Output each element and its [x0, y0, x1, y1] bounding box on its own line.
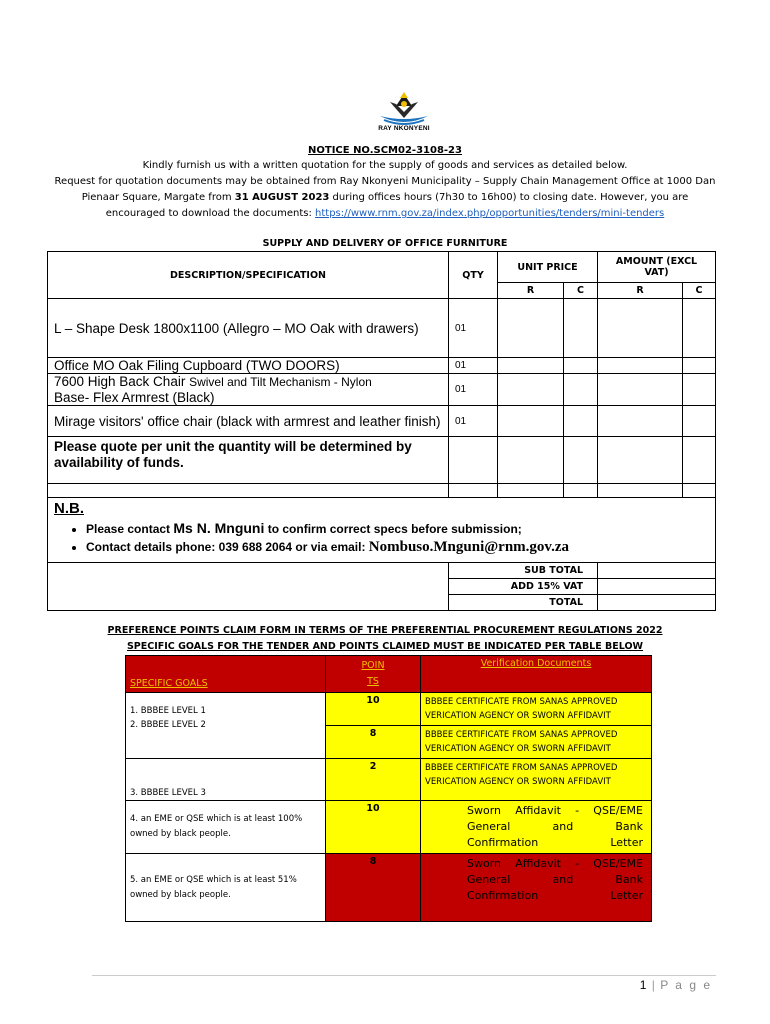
verification-doc: BBBEE CERTIFICATE FROM SANAS APPROVED VERICATION AGENCY OR SWORN AFFIDAVIT	[421, 759, 652, 801]
page-footer	[640, 978, 712, 992]
price-cell[interactable]	[564, 299, 598, 358]
points-value: 8	[326, 854, 421, 922]
preference-table	[125, 655, 652, 922]
header-unit-r: R	[498, 283, 564, 299]
vat-value[interactable]	[598, 579, 716, 595]
header-specific-goals: SPECIFIC GOALS	[126, 656, 326, 693]
price-cell[interactable]	[683, 299, 716, 358]
item-description: Office MO Oak Filing Cupboard (TWO DOORS)	[48, 358, 449, 374]
table-row	[48, 358, 716, 374]
total-label: TOTAL	[449, 595, 598, 611]
footer-divider	[92, 975, 716, 976]
subtotal-label: SUB TOTAL	[449, 563, 598, 579]
price-cell[interactable]	[564, 358, 598, 374]
goal-eme-qse-51: 5. an EME or QSE which is at least 51% owned by black people.	[126, 854, 326, 922]
price-cell[interactable]	[683, 406, 716, 437]
price-cell[interactable]	[498, 358, 564, 374]
tenders-link[interactable]: https://www.rnm.gov.za/index.php/opportunities/tenders/mini-tenders	[315, 208, 665, 219]
points-value: 10	[326, 693, 421, 726]
vat-label: ADD 15% VAT	[449, 579, 598, 595]
price-cell[interactable]	[598, 406, 683, 437]
item-description: L – Shape Desk 1800x1100 (Allegro – MO Oak with drawers)	[48, 299, 449, 358]
price-cell[interactable]	[598, 299, 683, 358]
table-row	[126, 801, 652, 854]
header-verification: Verification Documents	[421, 656, 652, 693]
header-description: DESCRIPTION/SPECIFICATION	[48, 252, 449, 299]
nb-contact-line: • Please contact Ms N. Mnguni to confirm correct specs before submission;	[86, 520, 709, 536]
header-amount: AMOUNT (EXCL VAT)	[598, 252, 716, 283]
header-unit-price: UNIT PRICE	[498, 252, 598, 283]
nb-section	[48, 498, 716, 563]
table-row	[126, 854, 652, 922]
intro-line-3: Pienaar Square, Margate from 31 AUGUST 2023 during offices hours (7h30 to 16h00) to closing date. However, you are	[81, 192, 689, 203]
verification-doc: BBBEE CERTIFICATE FROM SANAS APPROVED VERICATION AGENCY OR SWORN AFFIDAVIT	[421, 693, 652, 726]
section-title: SUPPLY AND DELIVERY OF OFFICE FURNITURE	[262, 238, 508, 249]
item-qty: 01	[449, 358, 498, 374]
table-row	[48, 406, 716, 437]
table-row	[48, 437, 716, 484]
item-qty: 01	[449, 406, 498, 437]
header-points: POIN TS	[326, 656, 421, 693]
verification-doc: BBBEE CERTIFICATE FROM SANAS APPROVED VERICATION AGENCY OR SWORN AFFIDAVIT	[421, 726, 652, 759]
price-cell[interactable]	[498, 406, 564, 437]
closing-date: 31 AUGUST 2023	[234, 192, 330, 203]
footer-separator: |	[651, 978, 656, 992]
header-qty: QTY	[449, 252, 498, 299]
price-cell[interactable]	[598, 374, 683, 406]
intro-line-2: Request for quotation documents may be obtained from Ray Nkonyeni Municipality – Supply Chain Management Office at 1000 Dan	[54, 176, 716, 187]
preference-title: PREFERENCE POINTS CLAIM FORM IN TERMS OF THE PREFERENTIAL PROCUREMENT REGULATIONS 2022	[107, 625, 663, 636]
quantity-note: Please quote per unit the quantity will be determined by availability of funds.	[48, 437, 449, 484]
logo-text: RAY NKONYENI	[378, 125, 430, 132]
nb-details-line: • Contact details phone: 039 688 2064 or via email: Nombuso.Mnguni@rnm.gov.za	[86, 539, 709, 556]
goal-bbbee-1-2: 1. BBBEE LEVEL 1 2. BBBEE LEVEL 2	[126, 693, 326, 759]
table-row	[126, 759, 652, 801]
header-unit-c: C	[564, 283, 598, 299]
item-description: 7600 High Back Chair Swivel and Tilt Mechanism - Nylon Base- Flex Armrest (Black)	[48, 374, 449, 406]
subtotal-value[interactable]	[598, 563, 716, 579]
price-cell[interactable]	[683, 358, 716, 374]
preference-subtitle: SPECIFIC GOALS FOR THE TENDER AND POINTS CLAIMED MUST BE INDICATED PER TABLE BELOW	[126, 641, 644, 652]
points-value: 2	[326, 759, 421, 801]
page-number: 1	[639, 978, 648, 992]
goal-bbbee-3: 3. BBBEE LEVEL 3	[126, 759, 326, 801]
price-cell[interactable]	[683, 374, 716, 406]
item-qty: 01	[449, 299, 498, 358]
price-cell[interactable]	[498, 299, 564, 358]
points-value: 8	[326, 726, 421, 759]
price-cell[interactable]	[598, 358, 683, 374]
price-cell[interactable]	[564, 374, 598, 406]
quotation-table	[47, 251, 716, 611]
intro-line-4: encouraged to download the documents: https://www.rnm.gov.za/index.php/opportunities/tenders/mini-tenders	[105, 208, 665, 219]
notice-number: NOTICE NO.SCM02-3108-23	[308, 145, 462, 156]
verification-doc: Sworn Affidavit - QSE/EME General and Bank Confirmation Letter	[421, 801, 652, 854]
total-value[interactable]	[598, 595, 716, 611]
table-row	[126, 693, 652, 726]
table-row	[48, 374, 716, 406]
header-amount-c: C	[683, 283, 716, 299]
price-cell[interactable]	[498, 374, 564, 406]
nb-title: N.B.	[54, 500, 84, 517]
page-word: P a g e	[660, 978, 712, 992]
intro-line-1: Kindly furnish us with a written quotation for the supply of goods and services as detailed below.	[142, 160, 628, 171]
goal-eme-qse-100: 4. an EME or QSE which is at least 100% owned by black people.	[126, 801, 326, 854]
table-row	[48, 299, 716, 358]
verification-doc: Sworn Affidavit - QSE/EME General and Bank Confirmation Letter	[421, 854, 652, 922]
header-amount-r: R	[598, 283, 683, 299]
contact-email[interactable]: Nombuso.Mnguni@rnm.gov.za	[368, 539, 570, 555]
points-value: 10	[326, 801, 421, 854]
item-description: Mirage visitors' office chair (black with armrest and leather finish)	[48, 406, 449, 437]
price-cell[interactable]	[564, 406, 598, 437]
item-qty: 01	[449, 374, 498, 406]
